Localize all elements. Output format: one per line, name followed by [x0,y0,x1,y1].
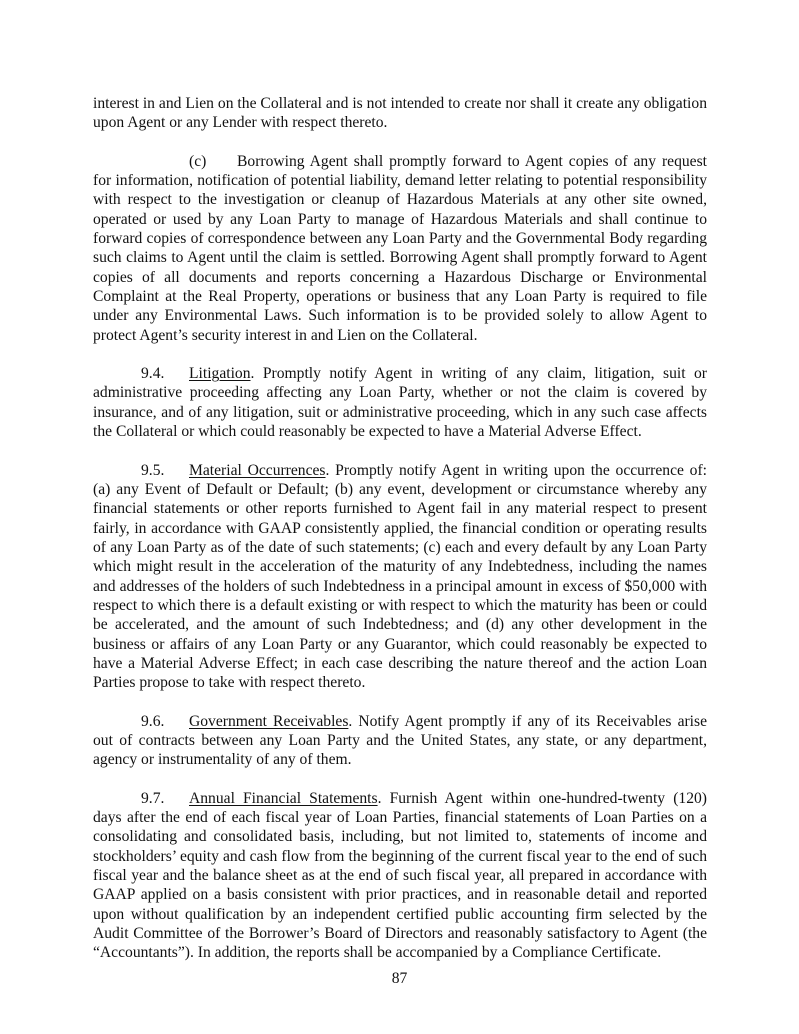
section-heading: Litigation [189,365,251,383]
section-heading: Government Receivables [189,712,349,730]
section-number: 9.7. [141,789,165,807]
section-number: 9.4. [141,365,165,383]
section-text: . Furnish Agent within one-hundred-twenty (120) days after the end of each fiscal year of Loan Parties, financial statements of Loan Parties on a consolidating and consolidated basis, including, but not limited to, statements of income and stockholders’ equity and cash flow from the beginning of the current fiscal year to the end of such fiscal year and the balance sheet as at the end of such fiscal year, all prepared in accordance with GAAP applied on a basis consistent with prior practices, and in reasonable detail and reported upon without qualification by an independent certified public accounting firm selected by the Audit Committee of the Borrower’s Board of Directors and reasonably satisfactory to Agent (the “Accountants”). In addition, the reports shall be accompanied by a Compliance Certificate. [93,789,707,962]
section-text: . Notify Agent promptly if any of its Receivables arise out of contracts between any Loan Party and the United States, any state, or any department, agency or instrumentality of any of them. [93,712,708,769]
section-text: . Promptly notify Agent in writing of any claim, litigation, suit or administrative proceeding affecting any Loan Party, whether or not the claim is covered by insurance, and of any litigation, suit or administrative proceeding, which in any such case affects the Collateral or which could reasonably be expected to have a Material Adverse Effect. [93,365,707,441]
subsection-text: Borrowing Agent shall promptly forward to Agent copies of any request for information, notification of potential liability, demand letter relating to potential responsibility with respect to the investigation or cleanup of Hazardous Materials at any other site owned, operated or used by any Loan Party to manage of Hazardous Materials and shall continue to forward copies of correspondence between any Loan Party and the Governmental Body regarding such claims to Agent until the claim is settled. Borrowing Agent shall promptly forward to Agent copies of all documents and reports concerning a Hazardous Discharge or Environmental Complaint at the Real Property, operations or business that any Loan Party is required to file under any Environmental Laws. Such information is to be provided solely to allow Agent to protect Agent’s security interest in and Lien on the Collateral. [93,152,707,344]
section-9-7 [93,789,707,963]
page-number: 87 [391,970,408,987]
section-text: . Promptly notify Agent in writing upon the occurrence of: (a) any Event of Default or Default; (b) any event, development or circumstance whereby any financial statements or other reports furnished to Agent fail in any material respect to present fairly, in accordance with GAAP consistently applied, the financial condition or operating results of any Loan Party as of the date of such statements; (c) each and every default by any Loan Party which might result in the acceleration of the maturity of any Indebtedness, including the names and addresses of the holders of such Indebtedness in a principal amount in excess of $50,000 with respect to which there is a default existing or with respect to which the maturity has been or could be accelerated, and the amount of such Indebtedness; and (d) any other development in the business or affairs of any Loan Party or any Guarantor, which could reasonably be expected to have a Material Adverse Effect; in each case describing the nature thereof and the action Loan Parties propose to take with respect thereto. [93,461,707,692]
subsection-c-paragraph [93,152,707,345]
section-number: 9.6. [141,712,165,730]
continuation-paragraph: interest in and Lien on the Collateral and is not intended to create nor shall it create any obligation upon Agent or any Lender with respect thereto. [93,95,707,132]
section-heading: Annual Financial Statements [189,789,378,807]
section-9-4 [93,364,707,441]
subsection-label: (c) [189,152,207,170]
section-heading: Material Occurrences [189,461,326,479]
section-9-5 [93,461,707,693]
section-9-6 [93,712,707,770]
section-number: 9.5. [141,461,165,479]
document-page [93,94,707,982]
